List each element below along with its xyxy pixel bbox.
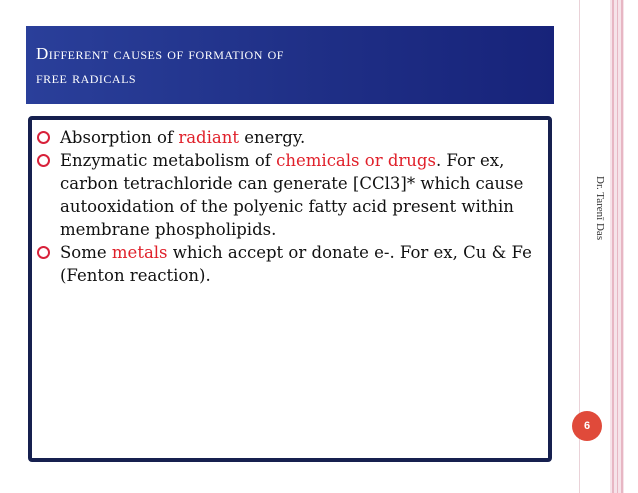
bullet-text	[60, 128, 305, 147]
bullet-text-part: Enzymatic metabolism of	[60, 151, 277, 170]
slide-title-line-2: free radicals	[36, 68, 137, 87]
bullet-text	[60, 243, 532, 285]
bullet-item	[34, 126, 540, 149]
ring-bullet-icon	[37, 246, 50, 259]
bullet-highlight: radiant	[178, 128, 239, 147]
content-box	[28, 116, 552, 462]
bullet-item	[34, 149, 540, 241]
bullet-highlight: metals	[111, 243, 168, 262]
bullet-highlight: chemicals or drugs	[276, 151, 436, 170]
decorative-stripe	[621, 0, 623, 493]
bullet-text-part: energy.	[239, 128, 306, 147]
bullet-text-part: which accept or donate e-. For ex, Cu & Fe (Fenton reaction).	[60, 243, 532, 285]
decorative-stripe	[617, 0, 618, 493]
page-number-badge: 6	[572, 411, 602, 441]
bullet-list	[34, 126, 540, 287]
bullet-text-part: . For ex, carbon tetrachloride can generate [CCl3]* which cause autooxidation of the polyenic fatty acid present within membrane phospholipids.	[60, 151, 524, 239]
slide-title-bar	[26, 26, 554, 104]
decorative-stripe	[612, 0, 614, 493]
bullet-item	[34, 241, 540, 287]
bullet-text-part: Absorption of	[60, 128, 179, 147]
slide-title-line-1: Different causes of formation of	[36, 44, 284, 63]
bullet-text-part: Some	[60, 243, 112, 262]
bullet-text	[60, 151, 523, 239]
author-label: Dr. Tarenī Das	[594, 176, 606, 241]
ring-bullet-icon	[37, 131, 50, 144]
ring-bullet-icon	[37, 154, 50, 167]
